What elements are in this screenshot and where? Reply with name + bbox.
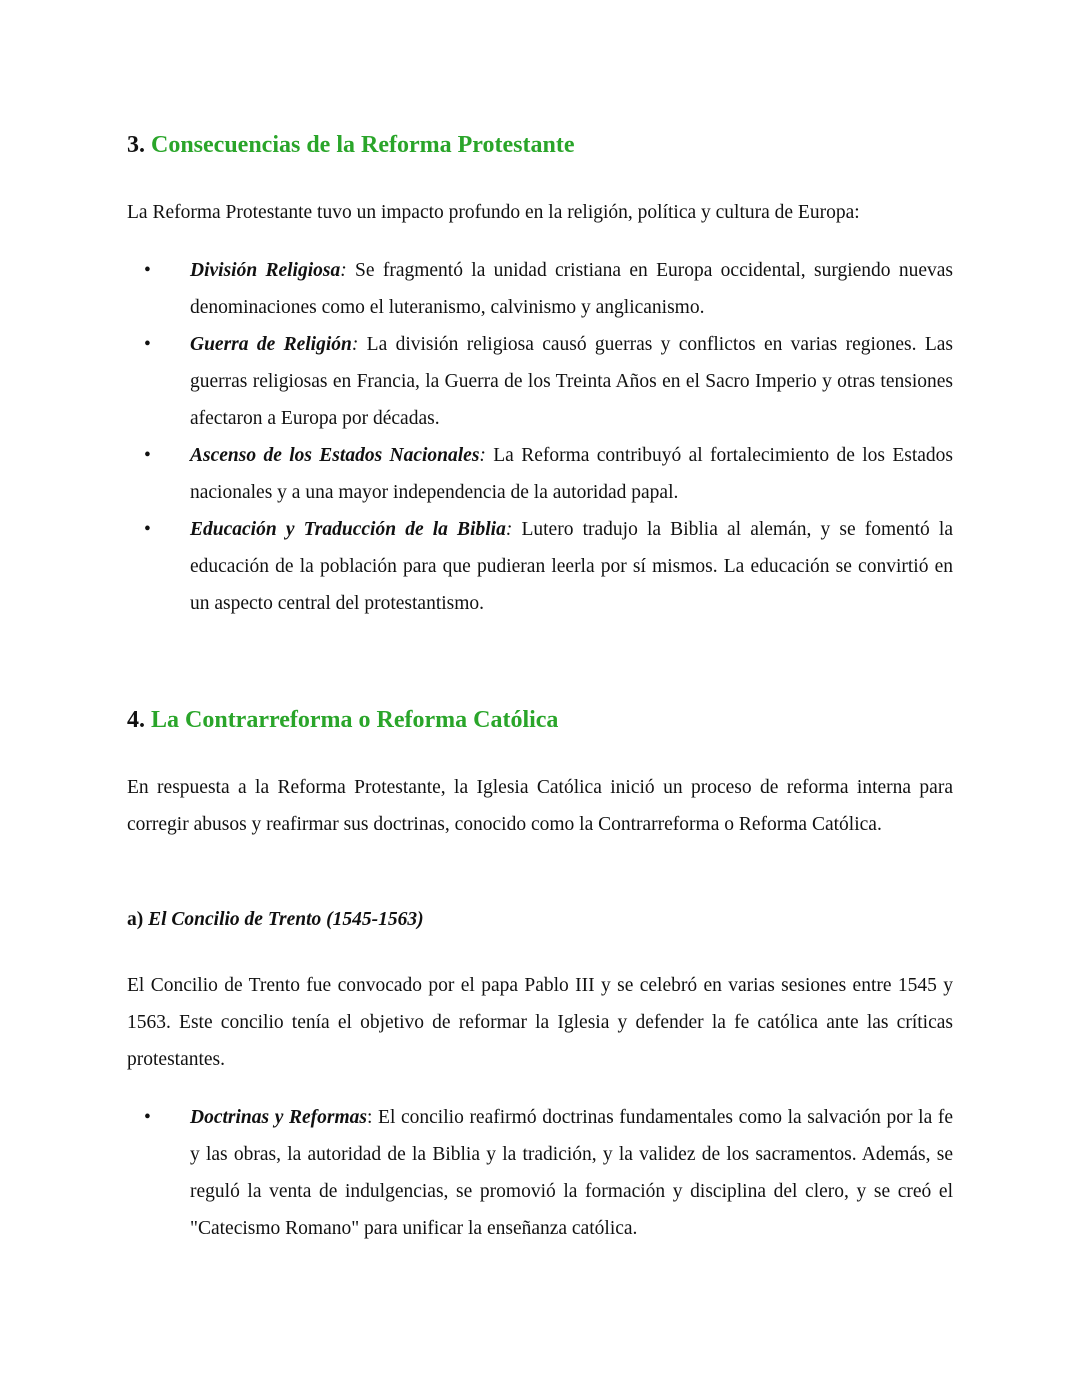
subsection-title: El Concilio de Trento (1545-1563): [148, 909, 424, 930]
list-item: [127, 437, 953, 511]
item-sep: :: [367, 1107, 373, 1128]
trento-list: [127, 1099, 953, 1247]
bullet-icon: •: [144, 519, 151, 540]
bullet-icon: •: [144, 1107, 151, 1128]
item-term: Educación y Traducción de la Biblia: [190, 519, 506, 540]
item-sep: :: [479, 445, 486, 466]
list-item: [127, 511, 953, 622]
section-4-intro: En respuesta a la Reforma Protestante, la Iglesia Católica inició un proceso de reforma interna para corregir abusos y reafirmar sus doctrinas, conocido como la Contrarreforma o Reforma Católica.: [127, 777, 953, 835]
section-4-heading: [127, 705, 558, 735]
item-term: Guerra de Religión: [190, 334, 352, 355]
item-text: La división religiosa causó guerras y conflictos en varias regiones. Las guerras religiosas en Francia, la Guerra de los Treinta Años en el Sacro Imperio y otras tensiones afectaron a Europa por décadas.: [190, 334, 953, 429]
item-text: Lutero tradujo la Biblia al alemán, y se fomentó la educación de la población para que pudieran leerla por sí mismos. La educación se convirtió en un aspecto central del protestantismo.: [190, 519, 954, 614]
item-sep: :: [340, 260, 347, 281]
section-title: La Contrarreforma o Reforma Católica: [151, 707, 559, 733]
item-term: División Religiosa: [190, 260, 341, 281]
item-sep: :: [505, 519, 513, 540]
section-number: 4.: [127, 707, 145, 733]
section-3-heading: [127, 130, 574, 160]
subsection-a-text: El Concilio de Trento fue convocado por el papa Pablo III y se celebró en varias sesiones entre 1545 y 1563. Este concilio tenía el objetivo de reformar la Iglesia y defender la fe católica ante las críticas protestantes.: [127, 975, 953, 1070]
list-item: [127, 326, 953, 437]
subsection-label: a): [127, 909, 144, 930]
item-term: Doctrinas y Reformas: [190, 1107, 367, 1128]
section-title: Consecuencias de la Reforma Protestante: [151, 132, 575, 158]
section-number: 3.: [127, 132, 145, 158]
bullet-icon: •: [144, 334, 151, 355]
item-text: Se fragmentó la unidad cristiana en Europa occidental, surgiendo nuevas denominaciones como el luteranismo, calvinismo y anglicanismo.: [190, 260, 953, 318]
list-item: [127, 1099, 953, 1247]
list-item: [127, 252, 953, 326]
item-text: El concilio reafirmó doctrinas fundamentales como la salvación por la fe y las obras, la autoridad de la Biblia y la tradición, y la validez de los sacramentos. Además, se reguló la venta de indulgencias, se promovió la formación y disciplina del clero, y se creó el "Catecismo Romano" para unificar la enseñanza católica.: [190, 1107, 953, 1239]
bullet-icon: •: [144, 445, 151, 466]
consequences-list: [127, 252, 953, 622]
item-sep: :: [351, 334, 359, 355]
item-term: Ascenso de los Estados Nacionales: [190, 445, 480, 466]
subsection-a-heading: [127, 901, 424, 938]
item-text: La Reforma contribuyó al fortalecimiento de los Estados nacionales y a una mayor independencia de la autoridad papal.: [190, 445, 954, 503]
section-3-intro: La Reforma Protestante tuvo un impacto profundo en la religión, política y cultura de Europa:: [127, 202, 860, 223]
bullet-icon: •: [144, 260, 151, 281]
